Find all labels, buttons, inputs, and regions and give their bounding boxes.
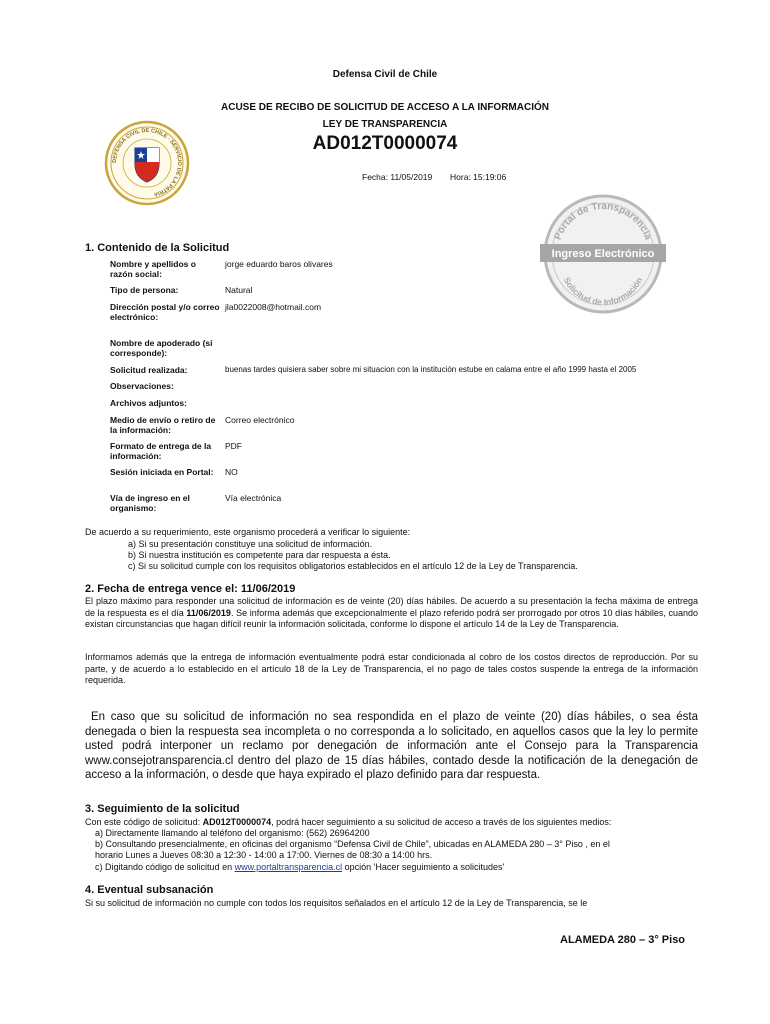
section-3-heading: 3. Seguimiento de la solicitud [85, 803, 240, 815]
field-label-request: Solicitud realizada: [110, 365, 188, 375]
document-subtitle: LEY DE TRANSPARENCIA [322, 119, 448, 130]
field-label-delivery-method: Medio de envío o retiro de la información: [110, 415, 216, 435]
tracking-item-hours: horario Lunes a Jueves 08:30 a 12:30 - 14:00 a 17:00. Viernes de 08:30 a 14:00 hrs. [95, 850, 433, 860]
field-value-format: PDF [225, 441, 242, 451]
stamp-band-text: Ingreso Electrónico [551, 248, 655, 260]
defensa-civil-logo [104, 120, 190, 206]
field-label-address: Dirección postal y/o correo electrónico: [110, 302, 220, 322]
electronic-entry-stamp [538, 192, 668, 316]
field-value-session: NO [225, 467, 238, 477]
field-label-entry-channel: Vía de ingreso en el organismo: [110, 493, 190, 513]
document-title: ACUSE DE RECIBO DE SOLICITUD DE ACCESO A LA INFORMACIÓN [221, 102, 549, 113]
tracking-item-phone: a) Directamente llamando al teléfono del organismo: (562) 26964200 [95, 828, 370, 838]
field-label-attachments: Archivos adjuntos: [110, 398, 187, 408]
tracking-item-web: c) Digitando código de solicitud en www.portaltransparencia.cl opción 'Hacer seguimiento a solicitudes' [95, 862, 505, 872]
field-label-name: Nombre y apellidos o razón social: [110, 259, 196, 279]
organization-name: Defensa Civil de Chile [332, 69, 438, 80]
verify-intro: De acuerdo a su requerimiento, este organismo procederá a verificar lo siguiente: [85, 527, 411, 537]
field-value-delivery-method: Correo electrónico [225, 415, 295, 425]
request-date: Fecha: 11/05/2019 [362, 172, 433, 182]
stamp-bottom-text: Solicitud de Información [561, 275, 645, 308]
section-1-heading: 1. Contenido de la Solicitud [85, 242, 230, 254]
tracking-item-office: b) Consultando presencialmente, en oficinas del organismo “Defensa Civil de Chile”, ubicadas en ALAMEDA 280 – 3° Piso , en el [95, 839, 610, 849]
field-value-name: jorge eduardo baros olivares [225, 259, 333, 269]
request-time: Hora: 15:19:06 [450, 172, 507, 182]
appeal-paragraph: En caso que su solicitud de información no sea respondida en el plazo de veinte (20) días hábiles, o sea ésta denegada o bien la respuesta sea incompleta o no corresponda a lo solicitado, en aquellos casos que la ley lo permite usted podrá interponer un reclamo por denegación de información ante el Consejo para la Transparencia www.consejotransparencia.cl dentro del plazo de 15 días hábiles, contado desde la notificación de la denegación de acceso a la información, o desde que haya expirado el plazo definido para dar respuesta. [85, 711, 698, 781]
deadline-paragraph: El plazo máximo para responder una solicitud de información es de veinte (20) días hábiles. De acuerdo a su presentación la fecha máxima de entrega de la respuesta es el día 11/06/2019. Se informa además que excepcionalmente el plazo referido podrá ser prorrogado por otros 10 días hábiles, cuando existan circunstancias que hagan difícil reunir la información solicitada, conforme lo dispone el artículo 14 de la Ley de Transparencia. [85, 596, 698, 629]
field-label-session: Sesión iniciada en Portal: [110, 467, 214, 477]
deadline-date: 11/06/2019 [186, 607, 231, 618]
request-code: AD012T0000074 [312, 133, 458, 154]
portal-link[interactable]: www.portaltransparencia.cl [234, 862, 343, 872]
tracking-intro: Con este código de solicitud: AD012T0000074, podrá hacer seguimiento a su solicitud de acceso a través de los siguientes medios: [85, 817, 612, 827]
remediation-paragraph: Si su solicitud de información no cumple con todos los requisitos señalados en el artículo 12 de la Ley de Transparencia, se le [85, 898, 588, 908]
verify-item-a: a) Si su presentación constituye una solicitud de información. [128, 539, 373, 549]
verify-item-c: c) Si su solicitud cumple con los requisitos obligatorios establecidos en el artículo 12 de la Ley de Transparencia. [128, 561, 578, 571]
field-label-person-type: Tipo de persona: [110, 285, 179, 295]
field-label-format: Formato de entrega de la información: [110, 441, 212, 461]
field-value-request: buenas tardes quisiera saber sobre mi situacion con la institución estube en calama entre el año 1999 hasta el 2005 [225, 365, 637, 374]
field-label-proxy: Nombre de apoderado (si corresponde): [110, 338, 213, 358]
field-label-observations: Observaciones: [110, 381, 174, 391]
logo-ring-text: DEFENSA CIVIL DE CHILE · SERVICIO DE LA PATRIA [111, 127, 183, 198]
verify-item-b: b) Si nuestra institución es competente para dar respuesta a ésta. [128, 550, 391, 560]
field-value-entry-channel: Vía electrónica [225, 493, 282, 503]
costs-paragraph: Informamos además que la entrega de información eventualmente podrá estar condicionada al cobro de los costos directos de reproducción. Por su parte, y de acuerdo a lo establecido en el artículo 18 de la Ley de Transparencia, el no pago de tales costos suspende la entrega de la información requerida. [85, 652, 698, 685]
section-2-heading: 2. Fecha de entrega vence el: 11/06/2019 [85, 583, 296, 595]
field-value-person-type: Natural [225, 285, 253, 295]
section-4-heading: 4. Eventual subsanación [85, 884, 214, 896]
stamp-top-text: Portal de Transparencia [552, 200, 654, 242]
tracking-code: AD012T0000074 [202, 817, 272, 827]
field-value-address: jla0022008@hotmail.com [225, 302, 322, 312]
footer-address: ALAMEDA 280 – 3° Piso [560, 934, 686, 946]
